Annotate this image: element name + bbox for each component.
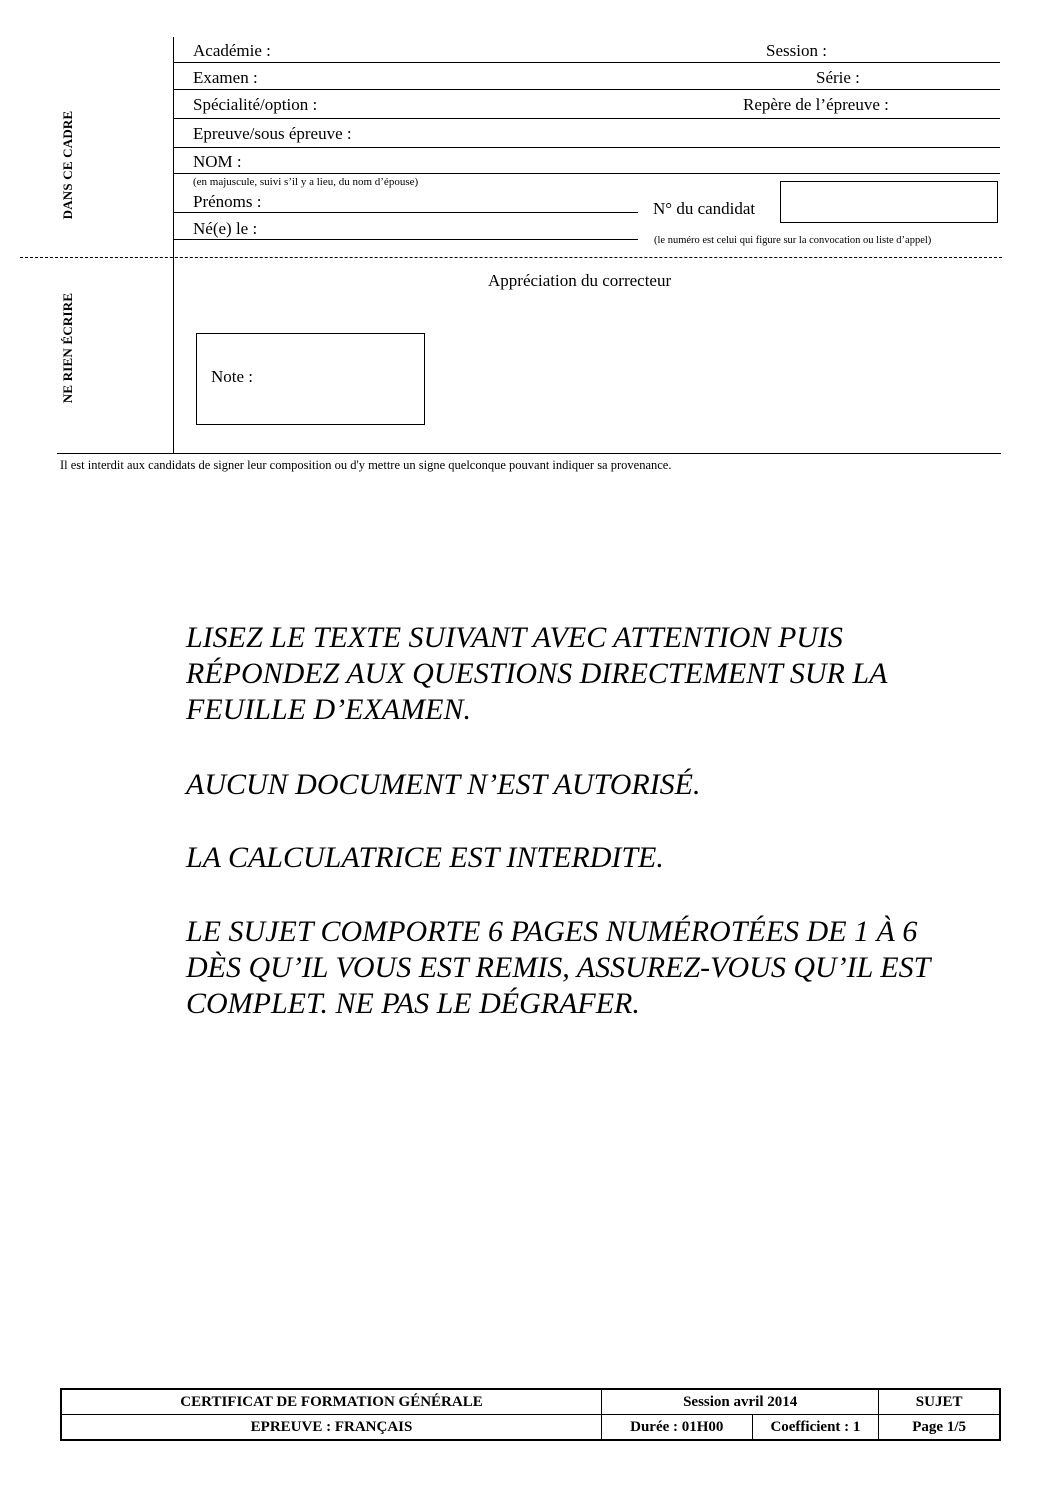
- instruction-no-document: AUCUN DOCUMENT N’EST AUTORISÉ.: [186, 768, 701, 801]
- label-ne-le: Né(e) le :: [193, 219, 258, 238]
- footer-epreuve: EPREUVE : FRANÇAIS: [61, 1415, 602, 1441]
- footer-page: Page 1/5: [879, 1415, 1000, 1441]
- instruction-pages-line-1: LE SUJET COMPORTE 6 PAGES NUMÉROTÉES DE 1 À 6: [186, 915, 918, 948]
- line-academie: [174, 62, 1000, 63]
- footer-sujet: SUJET: [879, 1389, 1000, 1415]
- instruction-line-1: LISEZ LE TEXTE SUIVANT AVEC ATTENTION PUIS: [186, 621, 843, 654]
- frame-vertical-line: [173, 37, 174, 454]
- footer-duree: Durée : 01H00: [602, 1415, 753, 1441]
- label-serie: Série :: [816, 68, 860, 87]
- label-specialite: Spécialité/option :: [193, 95, 318, 114]
- hint-nom: (en majuscule, suivi s’il y a lieu, du nom d’épouse): [193, 176, 419, 188]
- warning-text: Il est interdit aux candidats de signer leur composition ou d'y mettre un signe quelconque pouvant indiquer sa provenance.: [60, 458, 672, 472]
- label-repere: Repère de l’épreuve :: [743, 95, 889, 114]
- appreciation-title: Appréciation du correcteur: [488, 271, 672, 290]
- instruction-line-2: RÉPONDEZ AUX QUESTIONS DIRECTEMENT SUR LA: [186, 657, 888, 690]
- note-label: Note :: [211, 367, 254, 386]
- candidat-number-box[interactable]: [780, 181, 998, 223]
- footer-certificat: CERTIFICAT DE FORMATION GÉNÉRALE: [61, 1389, 602, 1415]
- dashed-separator: [20, 257, 1002, 258]
- line-epreuve: [174, 147, 1000, 148]
- instruction-line-3: FEUILLE D’EXAMEN.: [186, 693, 471, 726]
- instruction-no-calculator: LA CALCULATRICE EST INTERDITE.: [186, 841, 664, 874]
- line-specialite: [174, 118, 1000, 119]
- footer-table: [60, 1388, 1001, 1441]
- instruction-pages-line-2: DÈS QU’IL VOUS EST REMIS, ASSUREZ-VOUS QU’IL EST: [186, 951, 931, 984]
- label-epreuve: Epreuve/sous épreuve :: [193, 124, 352, 143]
- label-academie: Académie :: [193, 41, 271, 60]
- label-candidat: N° du candidat: [653, 199, 756, 218]
- label-session: Session :: [766, 41, 827, 60]
- footer-coefficient: Coefficient : 1: [752, 1415, 879, 1441]
- label-nom: NOM :: [193, 152, 242, 171]
- line-prenoms: [174, 212, 638, 213]
- label-prenoms: Prénoms :: [193, 192, 262, 211]
- line-nom: [174, 173, 1000, 174]
- footer-session: Session avril 2014: [602, 1389, 879, 1415]
- line-ne-le: [174, 239, 638, 240]
- instruction-pages-line-3: COMPLET. NE PAS LE DÉGRAFER.: [186, 987, 640, 1020]
- margin-text-ne-rien-ecrire: NE RIEN ÉCRIRE: [60, 292, 75, 404]
- label-examen: Examen :: [193, 68, 258, 87]
- line-examen: [174, 89, 1000, 90]
- frame-bottom-line: [57, 453, 1001, 454]
- hint-candidat: (le numéro est celui qui figure sur la convocation ou liste d’appel): [654, 235, 932, 246]
- margin-text-dans-ce-cadre: DANS CE CADRE: [60, 110, 75, 220]
